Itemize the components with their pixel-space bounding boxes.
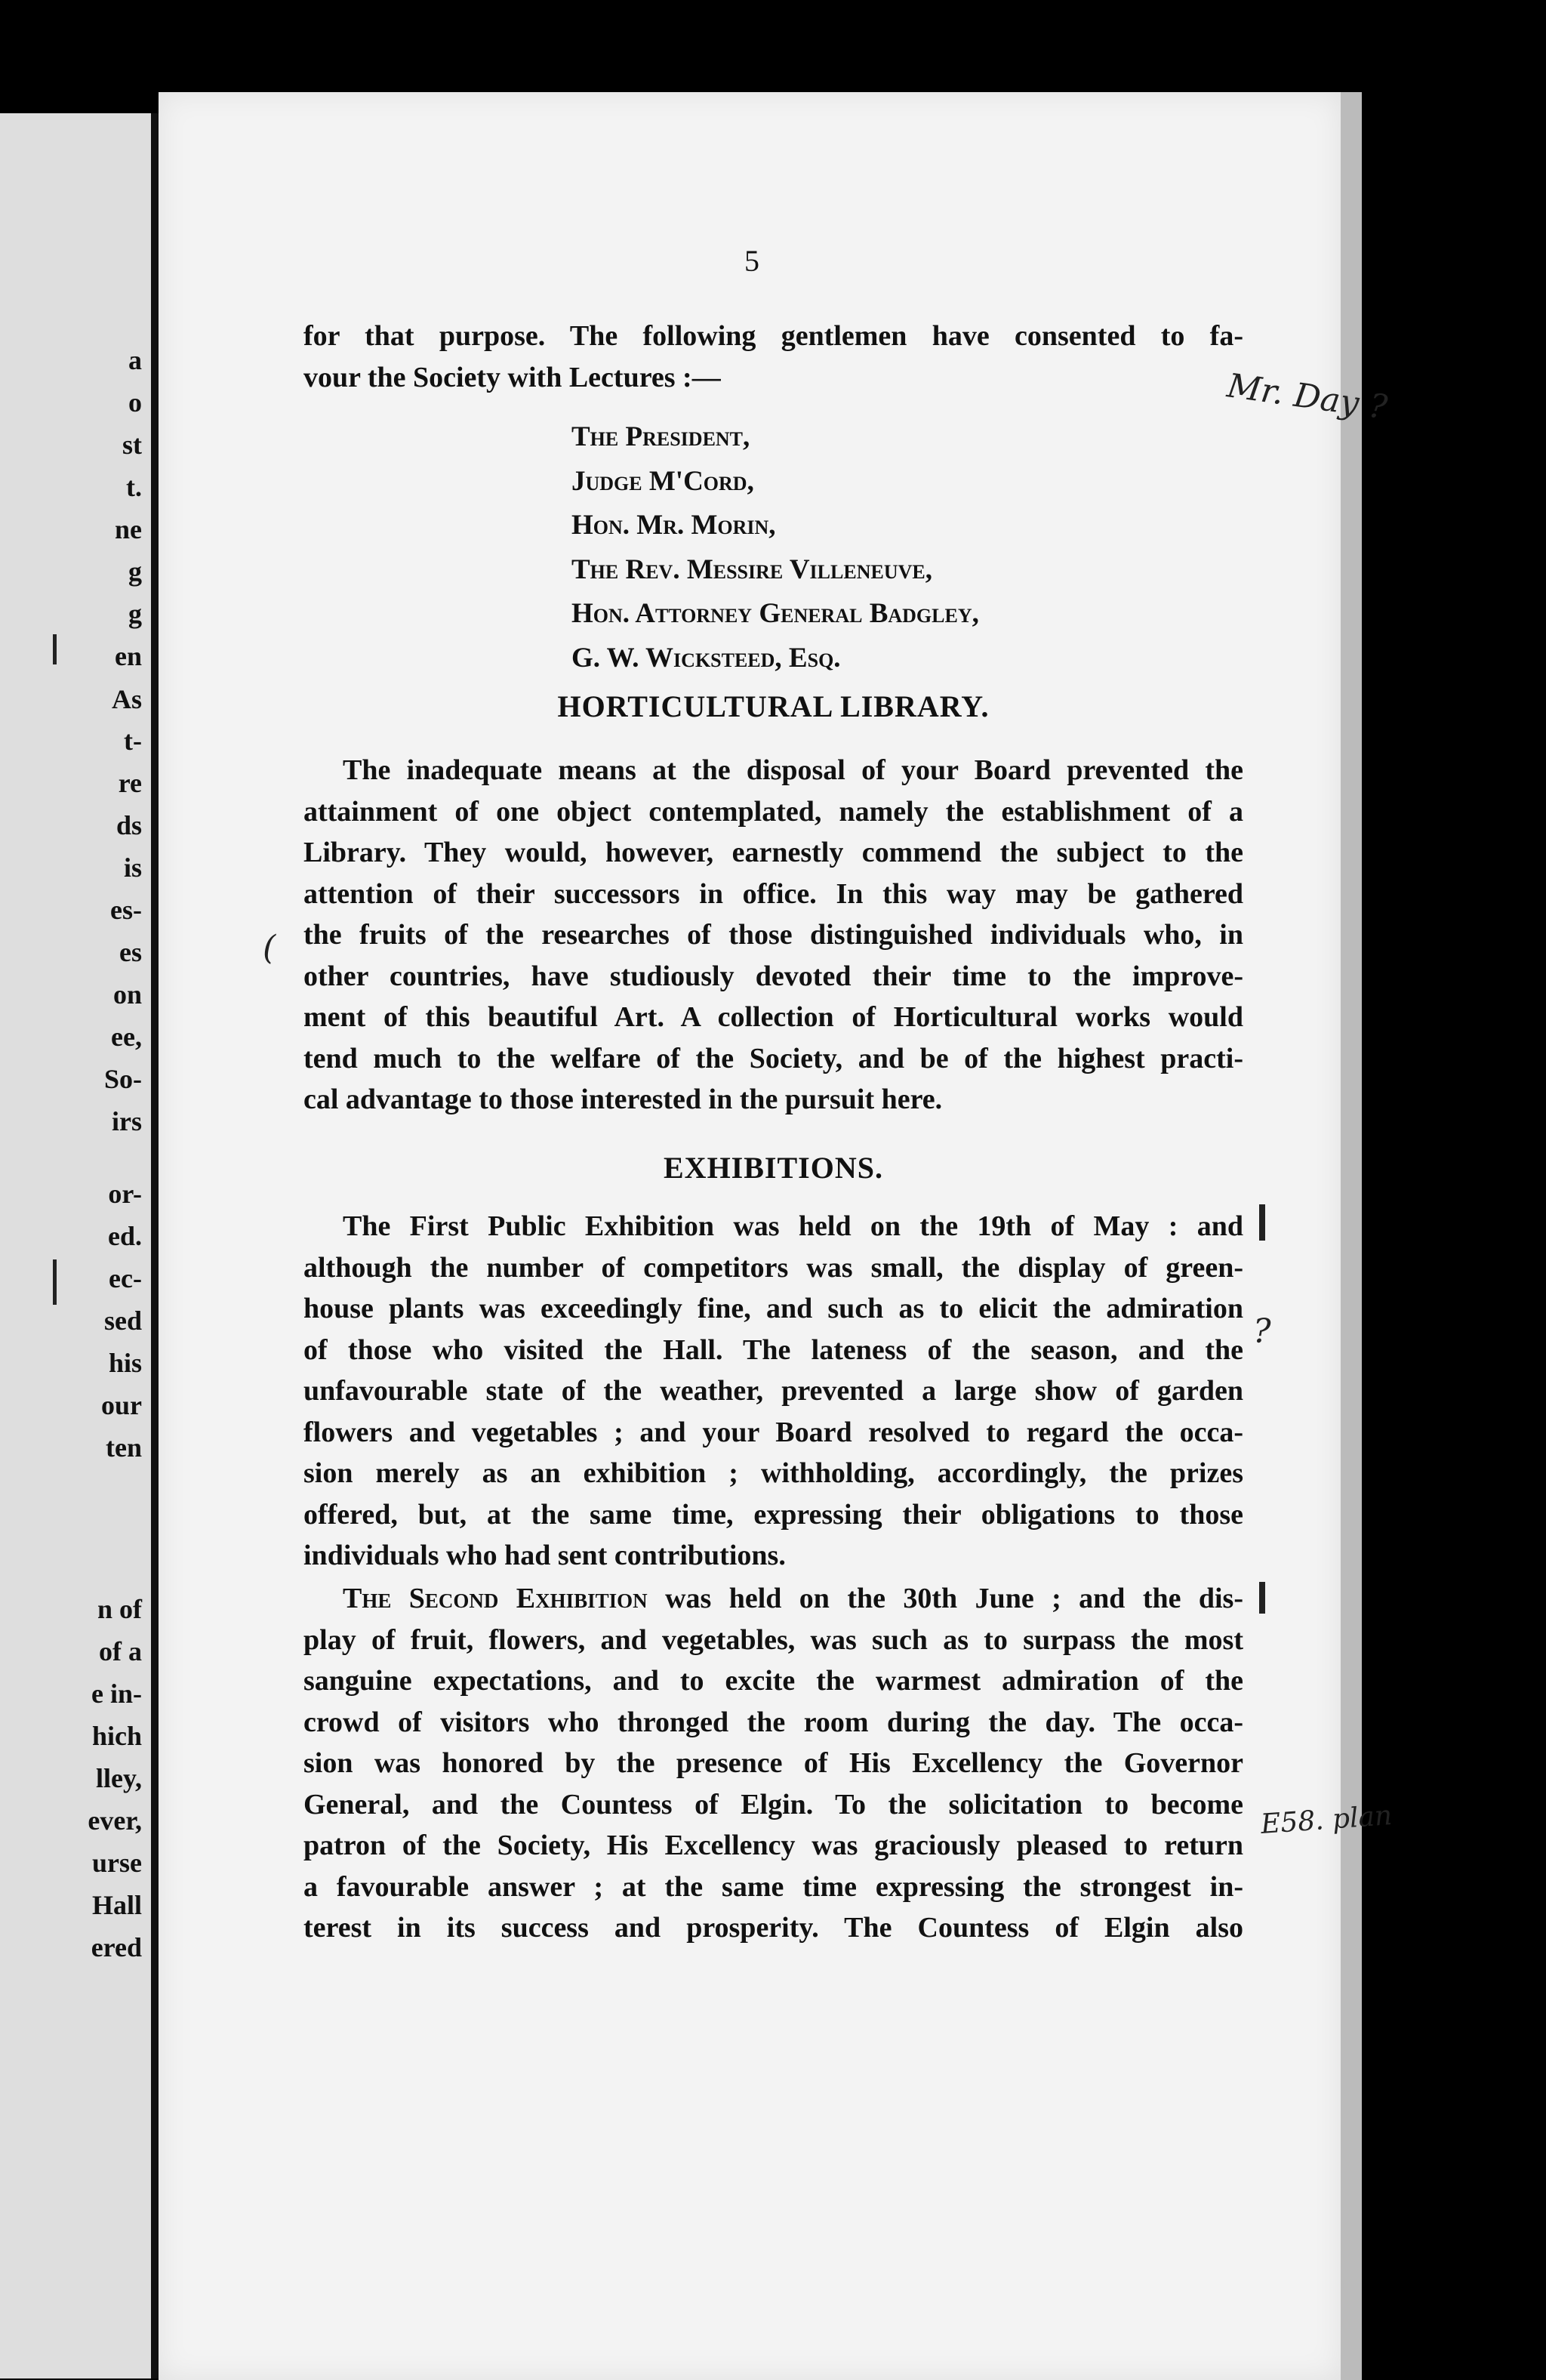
lecturer-item: The Rev. Messire Villeneuve, <box>571 553 932 585</box>
previous-page-fragment: Hall <box>91 1890 142 1920</box>
library-paragraph <box>303 750 1243 1121</box>
previous-page-fragment: es- <box>110 895 142 925</box>
previous-page-fragment: ever, <box>88 1805 142 1836</box>
previous-page-fragment: g <box>128 599 142 629</box>
lecturer-item: G. W. Wicksteed, Esq. <box>571 642 841 674</box>
previous-page-fragment: As <box>111 684 142 714</box>
lecturer-item: Judge M'Cord, <box>571 465 754 497</box>
previous-page-fragment: ec- <box>109 1263 142 1293</box>
text-line: play of fruit, flowers, and vegetables, was such as to surpass the most <box>303 1623 1243 1656</box>
page-right-edge <box>1341 92 1362 2380</box>
previous-page-fragment: irs <box>112 1106 142 1136</box>
previous-page-fragment: g <box>128 556 142 587</box>
intro-paragraph <box>303 316 1243 398</box>
text-line: vour the Society with Lectures :— <box>303 361 721 393</box>
heading-horticultural-library: HORTICULTURAL LIBRARY. <box>557 689 990 723</box>
margin-mark <box>53 1259 57 1305</box>
lecturers-list <box>571 415 979 680</box>
previous-page-fragment: sed <box>103 1306 142 1336</box>
lecturer-item: Hon. Attorney General Badgley, <box>571 598 979 629</box>
second-exhibition-paragraph <box>303 1578 1243 1949</box>
handwritten-annotation-bottom: E58. plan <box>1259 1799 1394 1841</box>
text-line: although the number of competitors was small, the display of green- <box>303 1251 1243 1284</box>
text-line: Library. They would, however, earnestly commend the subject to the <box>303 837 1243 868</box>
text-line: tend much to the welfare of the Society, and be of the highest practi- <box>303 1042 1243 1074</box>
previous-page-fragment: o <box>128 387 142 418</box>
text-line: terest in its success and prosperity. The Countess of Elgin also <box>303 1912 1243 1944</box>
text-line: of those who visited the Hall. The lateness of the season, and the <box>303 1333 1243 1366</box>
text-line: attainment of one object contemplated, namely the establishment of a <box>303 795 1243 828</box>
text-line: The inadequate means at the disposal of your Board prevented the <box>343 754 1243 786</box>
text-line: patron of the Society, His Excellency was graciously pleased to return <box>303 1830 1243 1861</box>
second-exhibition-lead: The Second Exhibition <box>343 1583 648 1614</box>
previous-page-fragment: is <box>123 852 142 883</box>
previous-page-fragment: st <box>122 430 142 460</box>
previous-page-fragment: or- <box>108 1179 142 1209</box>
previous-page-fragment: of a <box>99 1636 142 1666</box>
text-line: The First Public Exhibition was held on the 19th of May : and <box>343 1210 1243 1242</box>
page-number: 5 <box>744 244 759 278</box>
previous-page-fragment: hich <box>91 1721 142 1751</box>
text-line: a favourable answer ; at the same time expressing the strongest in- <box>303 1870 1243 1903</box>
previous-page-fragment: t- <box>124 726 142 756</box>
previous-page-fragment: t. <box>126 472 142 502</box>
handwritten-question-mark: ? <box>1253 1312 1271 1351</box>
first-exhibition-paragraph <box>303 1206 1243 1577</box>
text-line: unfavourable state of the weather, prevented a large show of garden <box>303 1375 1243 1407</box>
margin-mark <box>1259 1582 1265 1614</box>
text-line: sanguine expectations, and to excite the warmest admiration of the <box>303 1665 1243 1697</box>
heading-exhibitions: EXHIBITIONS. <box>664 1151 883 1185</box>
text-line: other countries, have studiously devoted their time to the improve- <box>303 960 1243 992</box>
text-line: ment of this beautiful Art. A collection of Horticultural works would <box>303 1001 1243 1033</box>
text-line: attention of their successors in office. In this way may be gathered <box>303 877 1243 910</box>
lecturer-item: Hon. Mr. Morin, <box>571 510 776 541</box>
text-line: sion merely as an exhibition ; withholding, accordingly, the prizes <box>303 1457 1243 1489</box>
handwritten-bracket-mark: ( <box>263 929 276 967</box>
previous-page-fragment: lley, <box>96 1763 142 1793</box>
text-line: individuals who had sent contributions. <box>303 1540 786 1571</box>
previous-page-fragment: our <box>101 1390 142 1420</box>
previous-page-fragment: ne <box>115 514 142 544</box>
margin-mark <box>53 634 57 664</box>
previous-page-fragment: a <box>128 345 142 375</box>
text-line: for that purpose. The following gentlemen have consented to fa- <box>303 320 1243 352</box>
margin-mark <box>1259 1204 1265 1241</box>
text-line: General, and the Countess of Elgin. To the solicitation to become <box>303 1788 1243 1820</box>
previous-page-fragment: re <box>118 768 142 798</box>
previous-page-fragment: en <box>115 641 142 671</box>
handwritten-annotation-top: Mr. Day ? <box>1224 366 1390 427</box>
previous-page-fragment: his <box>108 1348 142 1378</box>
previous-page-fragment: ee, <box>111 1022 142 1052</box>
text-line: sion was honored by the presence of His Excellency the Governor <box>303 1747 1243 1779</box>
previous-page-fragment: So- <box>103 1064 142 1094</box>
text-line: offered, but, at the same time, expressing their obligations to those <box>303 1498 1243 1531</box>
text-line: flowers and vegetables ; and your Board resolved to regard the occa- <box>303 1416 1243 1448</box>
lecturer-item: The President, <box>571 421 750 452</box>
previous-page-fragment: ed. <box>108 1221 142 1251</box>
previous-page-fragment: on <box>112 979 142 1010</box>
previous-page-fragment: ds <box>115 810 142 840</box>
previous-page-fragment: n of <box>97 1594 142 1624</box>
text-line <box>303 1578 1243 1620</box>
text-line: the fruits of the researches of those distinguished individuals who, in <box>303 919 1243 951</box>
text-line: cal advantage to those interested in the pursuit here. <box>303 1084 943 1115</box>
second-exhibition-first-line: was held on the 30th June ; and the dis- <box>647 1583 1244 1614</box>
previous-page-fragment: ten <box>106 1432 142 1463</box>
previous-page-fragment: ered <box>91 1932 142 1962</box>
previous-page-fragment: e in- <box>91 1679 142 1709</box>
text-line: crowd of visitors who thronged the room during the day. The occa- <box>303 1706 1243 1738</box>
text-line: house plants was exceedingly fine, and such as to elicit the admiration <box>303 1293 1243 1324</box>
previous-page-fragment: urse <box>92 1848 142 1878</box>
previous-page-fragment: es <box>119 937 142 967</box>
